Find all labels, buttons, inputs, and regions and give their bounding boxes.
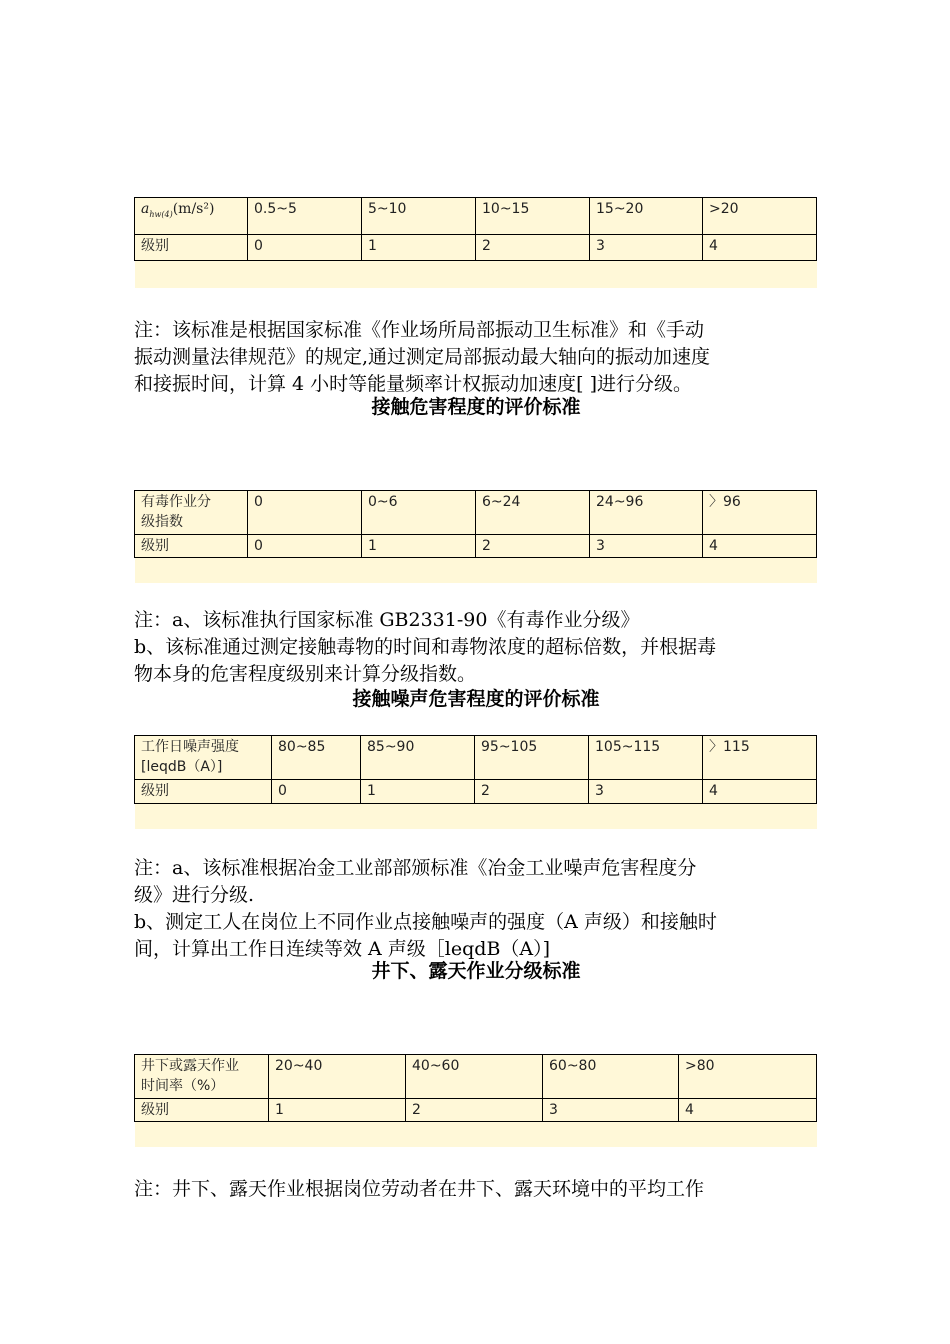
table-cell: 3 <box>543 1099 679 1122</box>
table-cell: 24~96 <box>590 491 703 535</box>
table-cell: >80 <box>679 1055 817 1099</box>
table-cell: 〉96 <box>703 491 817 535</box>
toxic-header-cell: 有毒作业分 级指数 <box>135 491 248 535</box>
blank-row <box>135 1122 817 1147</box>
heading-underground-outdoor: 井下、露天作业分级标准 <box>371 960 581 982</box>
level-label-cell: 级别 <box>135 1099 269 1122</box>
table-cell: 4 <box>703 535 817 558</box>
heading-toxic-exposure: 接触危害程度的评价标准 <box>371 396 581 418</box>
blank-row <box>135 261 817 288</box>
note-vibration: 注：该标准是根据国家标准《作业场所局部振动卫生标准》和《手动 振动测量法律规范》的规定,通过测定局部振动最大轴向的振动加速度 和接振时间，计算 4 小时等能量频率计权振动加速度[ ]进行分级。 <box>134 319 711 395</box>
note-noise: 注：a、该标准根据冶金工业部部颁标准《冶金工业噪声危害程度分 级》进行分级. b、测定工人在岗位上不同作业点接触噪声的强度（A 声级）和接触时 间，计算出工作日连续等效 A 声级［leqdB（A）] <box>134 857 717 960</box>
table-cell: 6~24 <box>476 491 590 535</box>
vibration-grading-table <box>134 197 817 288</box>
table-cell: 4 <box>703 780 817 804</box>
table-cell: 1 <box>361 780 475 804</box>
table-cell: 0~6 <box>362 491 476 535</box>
table-cell: 3 <box>590 535 703 558</box>
table-cell: 1 <box>362 535 476 558</box>
table-cell: 10~15 <box>476 198 590 235</box>
table-cell: 2 <box>476 535 590 558</box>
level-label-cell: 级别 <box>135 535 248 558</box>
table-cell: >20 <box>703 198 817 235</box>
level-label-cell: 级别 <box>135 235 248 261</box>
table-cell: 0 <box>272 780 361 804</box>
table-cell: 2 <box>475 780 589 804</box>
blank-row <box>135 558 817 583</box>
table-cell: 105~115 <box>589 736 703 780</box>
level-label-cell: 级别 <box>135 780 272 804</box>
table-cell: 2 <box>406 1099 543 1122</box>
table-cell: 95~105 <box>475 736 589 780</box>
table-cell: 〉115 <box>703 736 817 780</box>
table-cell: 40~60 <box>406 1055 543 1099</box>
table-cell: 60~80 <box>543 1055 679 1099</box>
work-time-header-cell: 井下或露天作业 时间率（%） <box>135 1055 269 1099</box>
table-cell: 2 <box>476 235 590 261</box>
heading-noise-exposure: 接触噪声危害程度的评价标准 <box>352 688 600 710</box>
note-toxic: 注：a、该标准执行国家标准 GB2331-90《有毒作业分级》 b、该标准通过测定接触毒物的时间和毒物浓度的超标倍数，并根据毒 物本身的危害程度级别来计算分级指数。 <box>134 609 717 685</box>
table-cell: 4 <box>703 235 817 261</box>
table-cell: 3 <box>590 235 703 261</box>
table-cell: 0.5~5 <box>248 198 362 235</box>
table-cell: 0 <box>248 535 362 558</box>
table-cell: 15~20 <box>590 198 703 235</box>
table-cell: 85~90 <box>361 736 475 780</box>
noise-header-cell: 工作日噪声强度 [leqdB（A）] <box>135 736 272 780</box>
table-cell: 1 <box>362 235 476 261</box>
table-cell: 80~85 <box>272 736 361 780</box>
table-cell: 20~40 <box>269 1055 406 1099</box>
table-cell: 4 <box>679 1099 817 1122</box>
table-cell: 5~10 <box>362 198 476 235</box>
acceleration-formula: $a_{hw(4)}(m/s^2)$ <box>141 201 215 219</box>
table-cell: 0 <box>248 235 362 261</box>
vibration-header-cell <box>135 198 248 235</box>
table-cell: 3 <box>589 780 703 804</box>
note-underground-outdoor: 注：井下、露天作业根据岗位劳动者在井下、露天环境中的平均工作 <box>134 1178 705 1200</box>
table-cell: 1 <box>269 1099 406 1122</box>
blank-row <box>135 804 817 829</box>
toxic-grading-table <box>134 490 817 583</box>
underground-outdoor-grading-table <box>134 1054 817 1147</box>
noise-grading-table <box>134 735 817 829</box>
table-cell: 0 <box>248 491 362 535</box>
